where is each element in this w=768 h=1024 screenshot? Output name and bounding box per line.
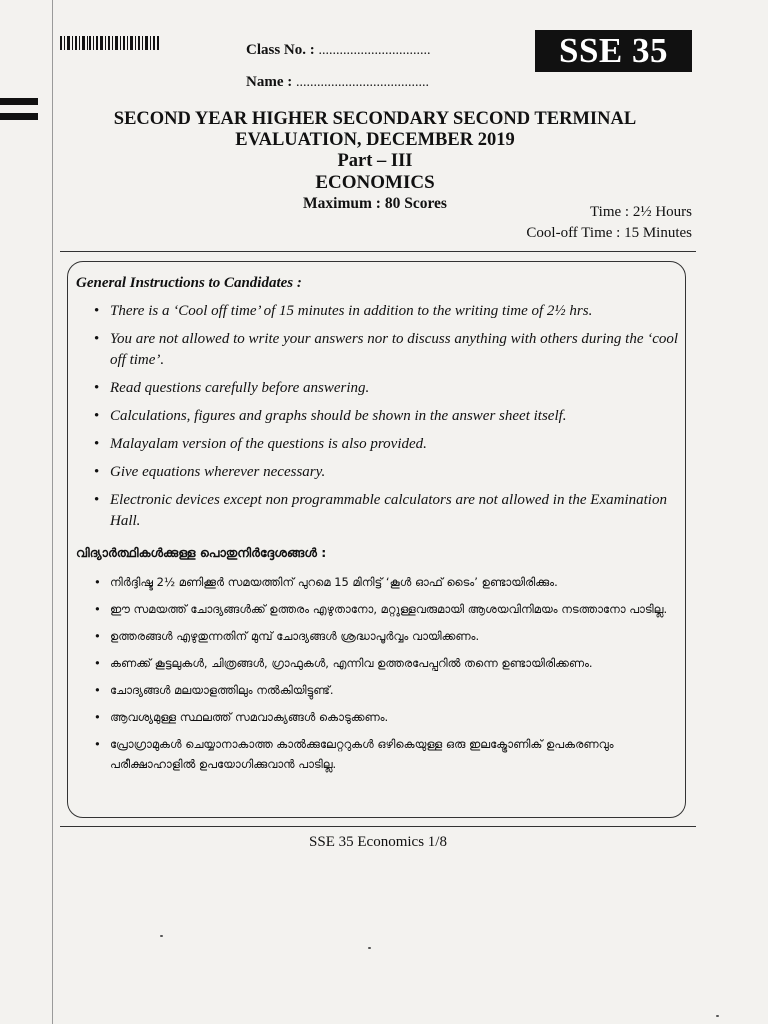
instruction-en-item: • Calculations, figures and graphs should be shown in the answer sheet itself. [94,406,684,427]
instructions-en-list [94,301,684,539]
instruction-en-item: • You are not allowed to write your answers nor to discuss anything with others during the ‘cool off time’. [94,329,684,371]
class-no-blank: ................................ [318,43,431,58]
cool-off-time: Cool-off Time : 15 Minutes [526,225,692,241]
margin-line [52,0,53,1024]
instruction-en-item: • Electronic devices except non programmable calculators are not allowed in the Examination Hall. [94,490,684,532]
scan-speck [368,947,371,949]
instruction-ml-item: • ആവശ്യമുള്ള സ്ഥലത്ത് സമവാക്യങ്ങൾ കൊടുക്കണം. [94,707,686,727]
instructions-en-heading: General Instructions to Candidates : [76,275,302,291]
subject-title: ECONOMICS [315,172,435,193]
instruction-ml-item: • ചോദ്യങ്ങൾ മലയാളത്തിലും നൽകിയിട്ടുണ്ട്. [94,680,686,700]
instruction-ml-item: • നിർദ്ദിഷ്ട 2½ മണിക്കൂർ സമയത്തിന് പുറമെ 15 മിനിട്ട് ‘കൂൾ ഓഫ് ടൈം’ ഉണ്ടായിരിക്കും. [94,572,686,592]
instruction-ml-item: • ഉത്തരങ്ങൾ എഴുതുന്നതിന് മുമ്പ് ചോദ്യങ്ങൾ ശ്രദ്ധാപൂർവ്വം വായിക്കണം. [94,626,686,646]
paper-code-badge: SSE 35 [535,30,692,72]
instructions-ml-heading: വിദ്യാർത്ഥികൾക്കുള്ള പൊതുനിർദ്ദേശങ്ങൾ : [76,545,327,560]
scan-speck [160,935,163,937]
part-label: Part – III [337,151,413,171]
exam-title [60,109,690,214]
name-field [246,74,429,91]
instruction-en-item: • Read questions carefully before answering. [94,378,684,399]
class-no-field [246,42,431,59]
name-blank: ...................................... [295,75,429,90]
instruction-ml-item: • ഈ സമയത്ത് ചോദ്യങ്ങൾക്ക് ഉത്തരം എഴുതാനോ, മറ്റുള്ളവരുമായി ആശയവിനിമയം നടത്താനോ പാടില്ല. [94,599,686,619]
instructions-ml-list [94,572,686,781]
divider-bottom [60,826,696,827]
time-allowed: Time : 2½ Hours [590,204,692,220]
divider-top [60,251,696,252]
instruction-en-item: • Malayalam version of the questions is also provided. [94,434,684,455]
page-footer: SSE 35 Economics 1/8 [309,834,447,850]
exam-title-line2: EVALUATION, DECEMBER 2019 [235,130,515,150]
name-label: Name : [246,74,293,90]
scan-marks [0,98,38,130]
max-scores: Maximum : 80 Scores [303,195,447,212]
instruction-ml-item: • പ്രോഗ്രാമുകൾ ചെയ്യാനാകാത്ത കാൽക്കുലേറ്ററുകൾ ഒഴികെയുള്ള ഒരു ഇലക്ട്രോണിക് ഉപകരണവും പരീക്ഷാഹാളിൽ ഉപയോഗിക്കുവാൻ പാടില്ല. [94,734,686,774]
barcode-icon [60,36,160,50]
exam-title-line1: SECOND YEAR HIGHER SECONDARY SECOND TERMINAL [113,109,637,129]
instruction-en-item: • There is a ‘Cool off time’ of 15 minutes in addition to the writing time of 2½ hrs. [94,301,684,322]
instruction-en-item: • Give equations wherever necessary. [94,462,684,483]
instruction-ml-item: • കണക്ക് കൂട്ടലുകൾ, ചിത്രങ്ങൾ, ഗ്രാഫുകൾ, എന്നിവ ഉത്തരപേപ്പറിൽ തന്നെ ഉണ്ടായിരിക്കണം. [94,653,686,673]
class-no-label: Class No. : [246,42,315,58]
scan-speck [716,1015,719,1017]
